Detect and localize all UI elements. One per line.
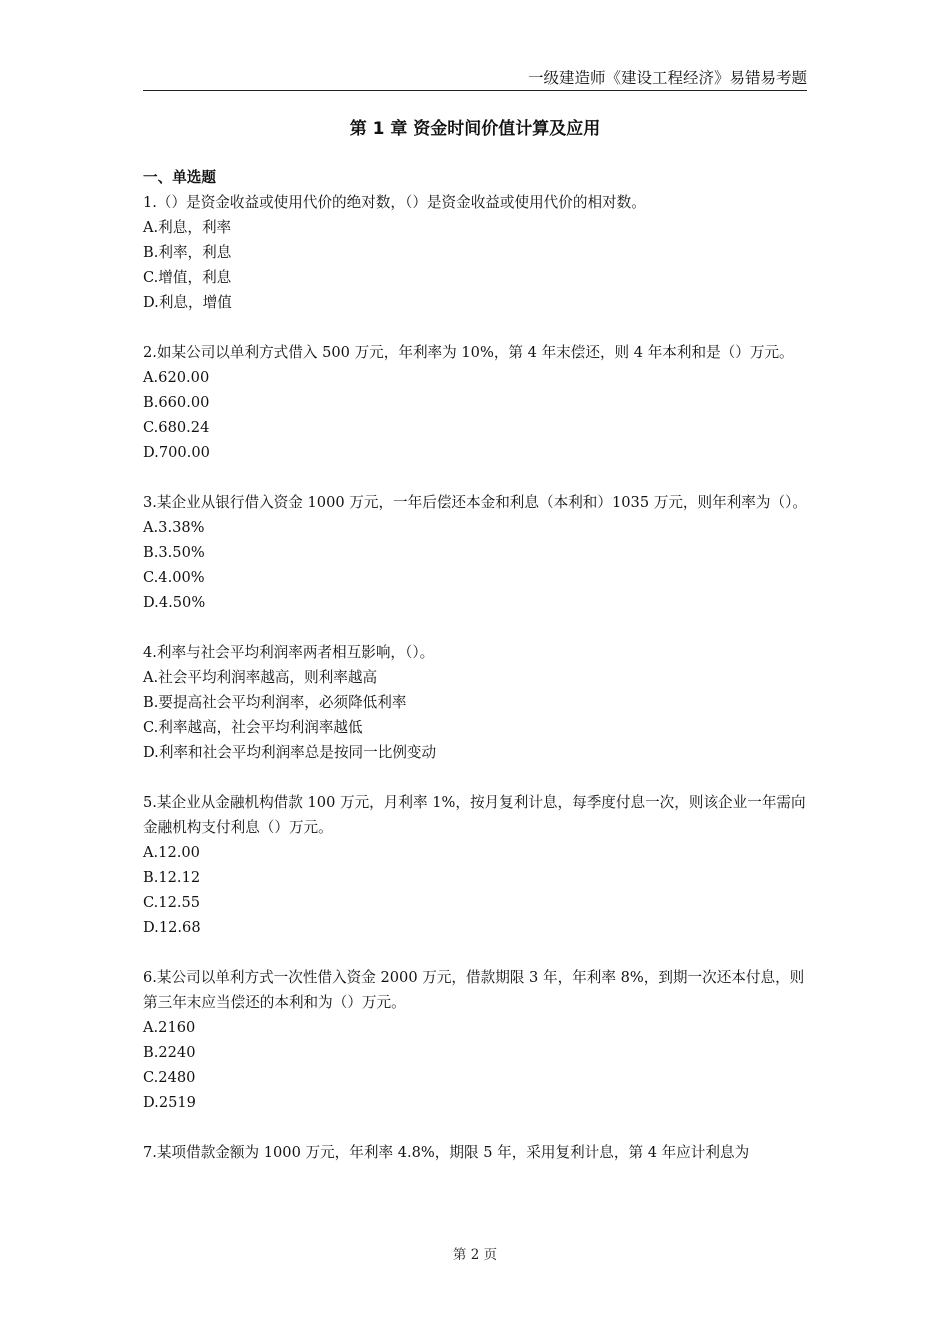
answer-option: A.社会平均利润率越高，则利率越高 [143,669,378,686]
chapter-title: 第 1 章 资金时间价值计算及应用 [349,119,601,139]
section-title: 一、单选题 [143,169,216,186]
question-stem: 2.如某公司以单利方式借入 500 万元，年利率为 10%，第 4 年末偿还，则 4 年本利和是（）万元。 [143,344,794,361]
question-stem: 7.某项借款金额为 1000 万元，年利率 4.8%，期限 5 年，采用复利计息，第 4 年应计利息为 [143,1144,750,1161]
question-stem: 1.（）是资金收益或使用代价的绝对数，（）是资金收益或使用代价的相对数。 [143,194,646,211]
answer-option: D.2519 [143,1094,196,1111]
answer-option: B.利率，利息 [143,244,232,261]
question-item [143,965,807,1115]
question-stem: 5.某企业从金融机构借款 100 万元，月利率 1%，按月复利计息，每季度付息一次，则该企业一年需向金融机构支付利息（）万元。 [143,794,806,836]
answer-option: B.12.12 [143,869,201,886]
question-item [143,790,807,940]
question-stem: 4.利率与社会平均利润率两者相互影响，（）。 [143,644,435,661]
answer-option: B.660.00 [143,394,210,411]
page-number: 第 2 页 [452,1247,498,1263]
answer-option: C.2480 [143,1069,196,1086]
answer-option: A.3.38% [143,519,205,536]
answer-option: D.4.50% [143,594,206,611]
answer-option: D.12.68 [143,919,201,936]
questions-container [143,190,807,1165]
question-item [143,190,807,315]
header-divider [143,90,807,91]
answer-option: A.620.00 [143,369,210,386]
answer-option: C.4.00% [143,569,205,586]
answer-option: B.2240 [143,1044,196,1061]
answer-option: D.700.00 [143,444,210,461]
answer-option: D.利率和社会平均利润率总是按同一比例变动 [143,744,437,761]
answer-option: B.要提高社会平均利润率，必须降低利率 [143,694,407,711]
answer-option: B.3.50% [143,544,205,561]
answer-option: C.680.24 [143,419,210,436]
answer-option: A.2160 [143,1019,196,1036]
question-stem: 6.某公司以单利方式一次性借入资金 2000 万元，借款期限 3 年，年利率 8%，到期一次还本付息，则第三年末应当偿还的本利和为（）万元。 [143,969,805,1011]
answer-option: C.增值，利息 [143,269,232,286]
answer-option: C.利率越高，社会平均利润率越低 [143,719,363,736]
question-item [143,490,807,615]
question-item [143,340,807,465]
answer-option: D.利息，增值 [143,294,232,311]
question-item [143,1140,807,1165]
answer-option: A.12.00 [143,844,200,861]
page-header: 一级建造师《建设工程经济》易错易考题 [527,69,807,87]
question-list [143,165,807,1190]
question-item [143,640,807,765]
answer-option: C.12.55 [143,894,201,911]
answer-option: A.利息，利率 [143,219,232,236]
question-stem: 3.某企业从银行借入资金 1000 万元，一年后偿还本金和利息（本利和）1035 万元，则年利率为（）。 [143,494,807,511]
